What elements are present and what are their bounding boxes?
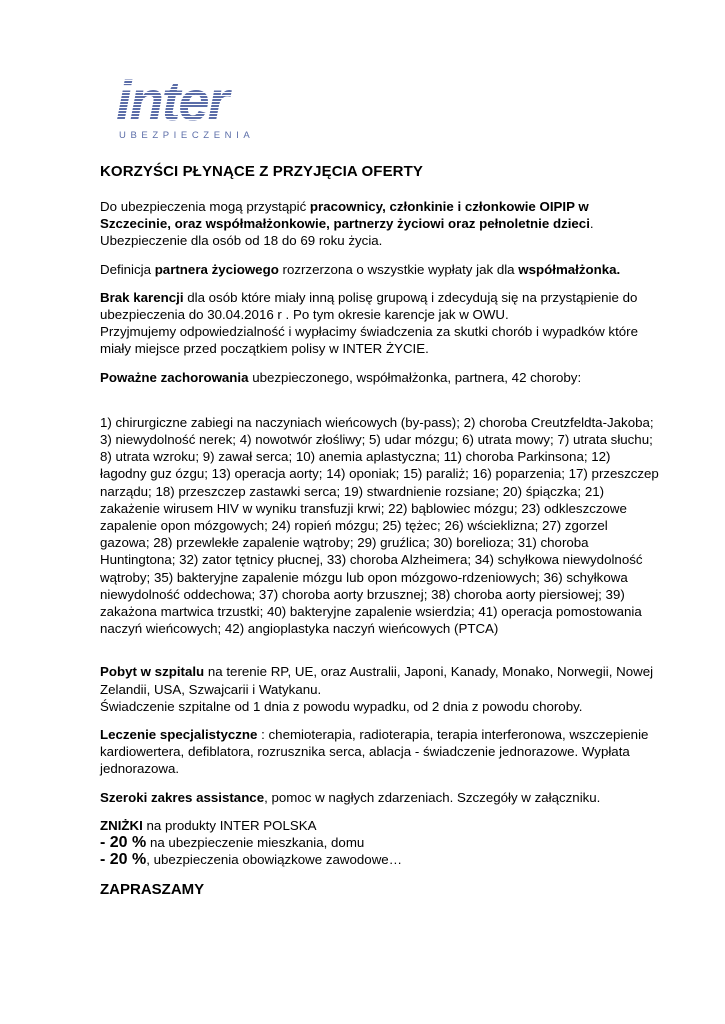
assistance-paragraph: Szeroki zakres assistance, pomoc w nagłych zdarzeniach. Szczegóły w załączniku. — [100, 789, 601, 805]
no-waiting-period-paragraph: Brak karencji dla osób które miały inną polisę grupową i zdecydują się na przystąpienie do ubezpieczenia do 30.04.2016 r . Po tym okresie karencje jak w OWU. Przyjmujemy odpowiedzialność i wypłacimy świadczenia za skutki chorób i wypadków które miały miejsce przed początkiem polisy w INTER ŻYCIE. — [100, 289, 638, 357]
discounts-heading: ZNIŻKI na produkty INTER POLSKA — [100, 817, 317, 833]
logo-subtitle: UBEZPIECZENIA — [119, 130, 255, 141]
document-body — [100, 163, 660, 898]
discounts-section — [100, 817, 660, 869]
hospital-stay-paragraph: Pobyt w szpitalu na terenie RP, UE, oraz Australii, Japoni, Kanady, Monako, Norwegii, Nowej Zelandii, USA, Szwajcarii i Watykanu. Świadczenie szpitalne od 1 dnia z powodu wypadku, od 2 dnia z powodu choroby. — [100, 664, 654, 714]
logo-wordmark: inter — [116, 72, 228, 132]
eligibility-paragraph: Do ubezpieczenia mogą przystąpić pracownicy, członkinie i członkowie OIPIP w Szczecinie, oraz współmałżonkowie, partnerzy życiowi oraz pełnoletnie dzieci. Ubezpieczenie dla osób od 18 do 69 roku życia. — [100, 199, 594, 249]
partner-definition-paragraph: Definicja partnera życiowego rozrzerzona o wszystkie wypłaty jak dla współmałżonka. — [100, 261, 621, 277]
discount-item: - 20 %, ubezpieczenia obowiązkowe zawodowe… — [100, 851, 402, 869]
disease-list: 1) chirurgiczne zabiegi na naczyniach wieńcowych (by-pass); 2) choroba Creutzfeldta-Jakoba; 3) niewydolność nerek; 4) nowotwór złośliwy; 5) udar mózgu; 6) utrata mowy; 7) utrata słuchu; 8) utrata wzroku; 9) zawał serca; 10) anemia aplastyczna; 11) choroba Parkinsona; 12) łagodny guz ózgu; 13) operacja aorty; 14) oponiak; 15) paraliż; 16) poparzenia; 17) przeszczep narządu; 18) przeszczep zastawki serca; 19) stwardnienie rozsiane; 20) śpiączka; 21) zakażenie wirusem HIV w wyniku transfuzji krwi; 22) bąblowiec mózgu; 23) odkleszczowe zapalenie opon mózgowych; 24) ropień mózgu; 25) tężec; 26) wścieklizna; 27) zgorzel gazowa; 28) przewlekłe zapalenie wątroby; 29) gruźlica; 30) borelioza; 31) choroba Huntingtona; 32) zator tętnicy płucnej, 33) choroba Alzheimera; 34) schyłkowa niewydolność wątroby; 35) bakteryjne zapalenie mózgu lub opon mózgowo-rdzeniowych; 36) schyłkowa niewydolność oddechowa; 37) choroba aorty brzusznej; 38) choroba aorty piersiowej; 39) zakażona martwica trzustki; 40) bakteryjne zapalenie wsierdzia; 41) operacja pomostowania naczyń wieńcowych; 42) angioplastyka naczyń wieńcowych (PTCA) — [100, 414, 659, 637]
closing-heading: ZAPRASZAMY — [100, 880, 205, 898]
serious-illness-paragraph: Poważne zachorowania ubezpieczonego, współmałżonka, partnera, 42 choroby: — [100, 369, 582, 385]
specialist-treatment-paragraph: Leczenie specjalistyczne : chemioterapia, radioterapia, terapia interferonowa, wszczepienie kardiowertera, defiblatora, rozrusznika serca, ablacja - świadczenie jednorazowe. Wypłata jednorazowa. — [100, 727, 649, 777]
page-title: KORZYŚCI PŁYNĄCE Z PRZYJĘCIA OFERTY — [100, 163, 423, 180]
inter-logo — [114, 72, 289, 142]
discount-item: - 20 % na ubezpieczenie mieszkania, domu — [100, 834, 365, 852]
